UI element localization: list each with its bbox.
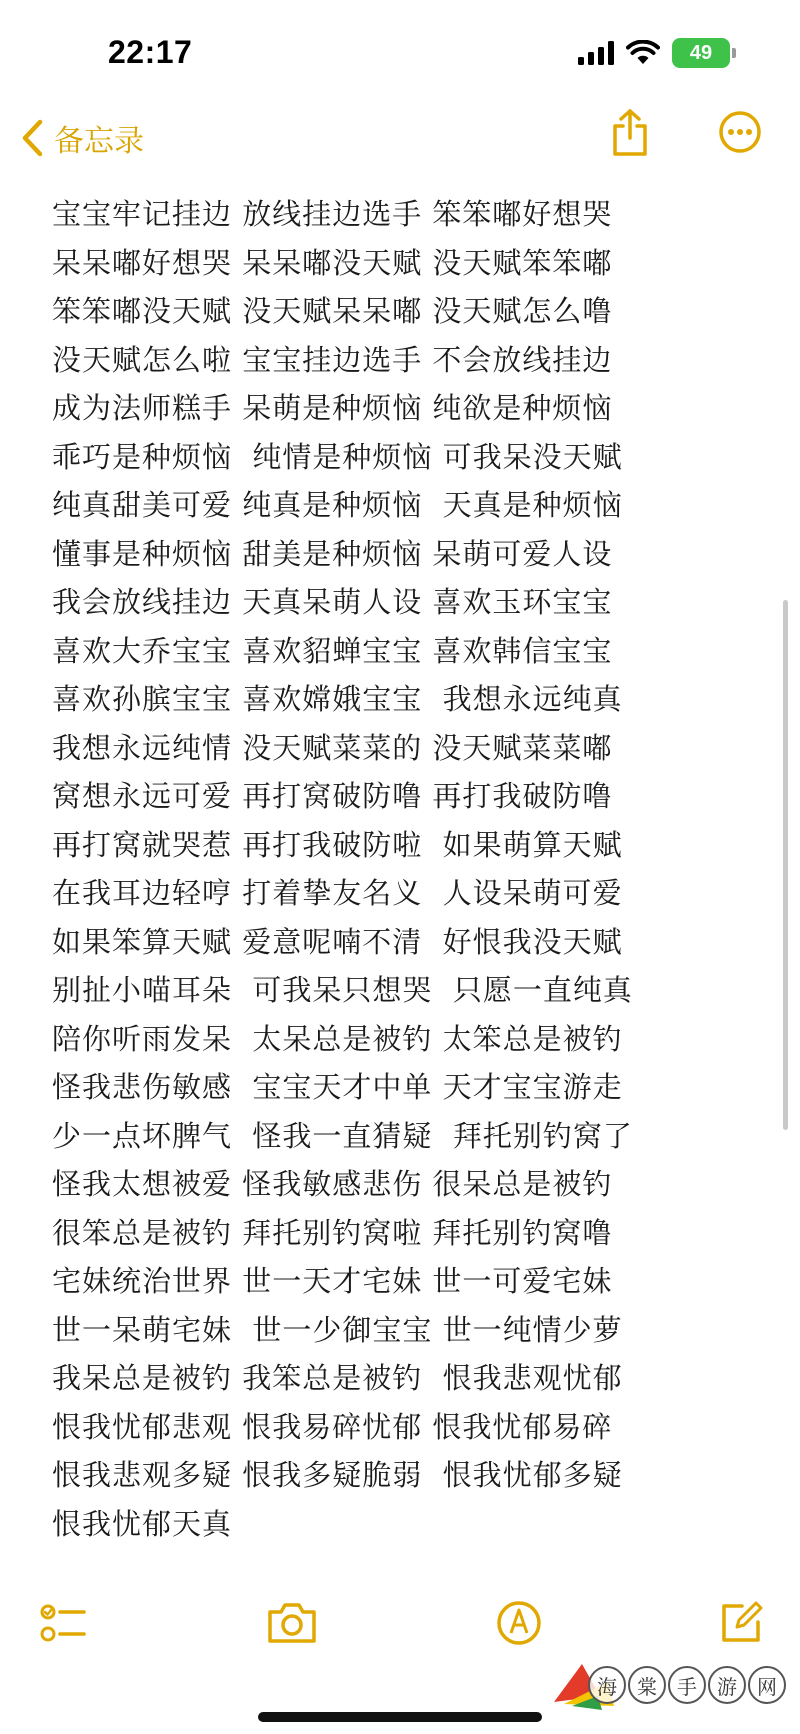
note-line: 陪你听雨发呆 太呆总是被钓 太笨总是被钓	[52, 1021, 623, 1056]
note-line: 我想永远纯情 没天赋菜菜的 没天赋菜菜嘟	[52, 730, 613, 765]
more-options-button[interactable]	[718, 110, 762, 158]
camera-button[interactable]	[266, 1600, 318, 1650]
watermark	[552, 1634, 800, 1734]
note-line: 窝想永远可爱 再打窝破防噜 再打我破防噜	[52, 779, 613, 813]
share-button[interactable]	[610, 108, 650, 162]
wifi-icon	[626, 40, 660, 66]
scroll-indicator[interactable]	[783, 600, 788, 1130]
note-line: 笨笨嘟没天赋 没天赋呆呆嘟 没天赋怎么噜	[52, 294, 613, 328]
battery-level: 49	[689, 41, 713, 64]
watermark-char: 海	[588, 1666, 626, 1704]
note-line: 没天赋怎么啦 宝宝挂边选手 不会放线挂边	[52, 342, 613, 377]
note-line: 很笨总是被钓 拜托别钓窝啦 拜托别钓窝噜	[52, 1215, 613, 1250]
note-line: 懂事是种烦恼 甜美是种烦恼 呆萌可爱人设	[52, 536, 613, 571]
note-line: 成为法师糕手 呆萌是种烦恼 纯欲是种烦恼	[52, 391, 613, 425]
camera-icon	[266, 1600, 318, 1646]
status-time: 22:17	[108, 34, 193, 70]
back-label: 备忘录	[54, 124, 144, 159]
markup-pen-icon	[496, 1600, 542, 1646]
note-line: 呆呆嘟好想哭 呆呆嘟没天赋 没天赋笨笨嘟	[52, 245, 613, 280]
note-line: 我会放线挂边 天真呆萌人设 喜欢玉环宝宝	[52, 585, 613, 619]
note-line: 别扯小喵耳朵 可我呆只想哭 只愿一直纯真	[52, 973, 633, 1007]
watermark-char: 棠	[628, 1666, 666, 1704]
more-options-icon	[718, 110, 762, 154]
note-line: 再打窝就哭惹 再打我破防啦 如果萌算天赋	[52, 827, 623, 862]
note-line: 喜欢孙膑宝宝 喜欢嫦娥宝宝 我想永远纯真	[52, 682, 623, 716]
note-body[interactable]	[52, 190, 760, 1548]
checklist-icon	[40, 1600, 88, 1648]
battery-icon	[672, 38, 730, 68]
note-line: 如果笨算天赋 爱意呢喃不清 好恨我没天赋	[52, 924, 623, 959]
watermark-char: 手	[668, 1666, 706, 1704]
checklist-button[interactable]	[40, 1600, 88, 1652]
note-line: 少一点坏脾气 怪我一直猜疑 拜托别钓窝了	[52, 1118, 633, 1153]
watermark-char: 游	[708, 1666, 746, 1704]
share-icon	[610, 108, 650, 158]
note-line: 宅妹统治世界 世一天才宅妹 世一可爱宅妹	[52, 1264, 613, 1298]
watermark-char: 网	[748, 1666, 786, 1704]
status-icons	[578, 38, 730, 68]
note-line: 恨我忧郁天真	[52, 1506, 233, 1541]
note-line: 宝宝牢记挂边 放线挂边选手 笨笨嘟好想哭	[52, 197, 613, 231]
note-line: 在我耳边轻哼 打着挚友名义 人设呆萌可爱	[52, 876, 623, 910]
note-line: 喜欢大乔宝宝 喜欢貂蝉宝宝 喜欢韩信宝宝	[52, 633, 613, 668]
markup-button[interactable]	[496, 1600, 542, 1650]
note-line: 怪我太想被爱 怪我敏感悲伤 很呆总是被钓	[52, 1167, 613, 1201]
note-line: 我呆总是被钓 我笨总是被钓 恨我悲观忧郁	[52, 1361, 623, 1395]
watermark-text	[588, 1666, 786, 1704]
nav-bar	[0, 108, 800, 178]
cellular-signal-icon	[578, 41, 614, 65]
home-indicator[interactable]	[258, 1712, 542, 1722]
note-line: 世一呆萌宅妹 世一少御宝宝 世一纯情少萝	[52, 1312, 623, 1347]
note-line: 恨我忧郁悲观 恨我易碎忧郁 恨我忧郁易碎	[52, 1409, 613, 1444]
note-line: 怪我悲伤敏感 宝宝天才中单 天才宝宝游走	[52, 1070, 623, 1104]
back-button[interactable]	[20, 116, 144, 160]
note-line: 乖巧是种烦恼 纯情是种烦恼 可我呆没天赋	[52, 439, 623, 474]
note-line: 纯真甜美可爱 纯真是种烦恼 天真是种烦恼	[52, 488, 623, 522]
note-line: 恨我悲观多疑 恨我多疑脆弱 恨我忧郁多疑	[52, 1458, 623, 1492]
status-bar	[0, 0, 800, 100]
chevron-left-icon	[20, 119, 44, 157]
